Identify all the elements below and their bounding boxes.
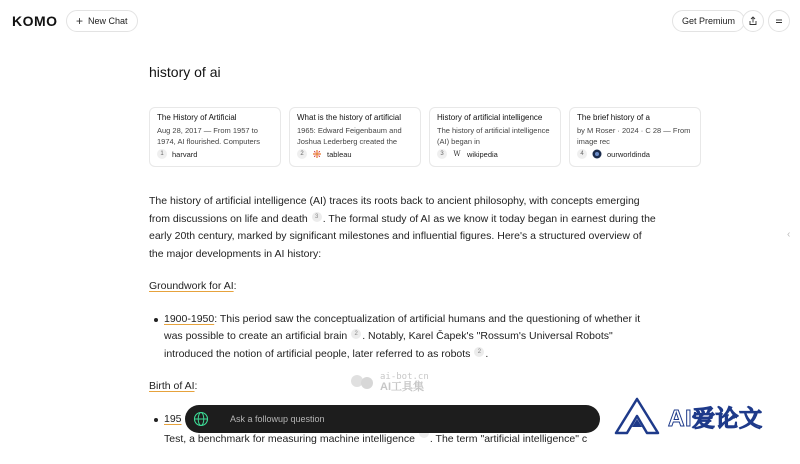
new-chat-label: New Chat <box>88 16 128 26</box>
source-card[interactable] <box>569 107 701 167</box>
source-snippet: 1965: Edward Feigenbaum and Joshua Lederberg created the <box>297 126 402 146</box>
new-chat-button[interactable] <box>66 10 138 32</box>
source-title: What is the history of artificial <box>297 113 402 122</box>
citation-badge[interactable]: 2 <box>474 347 484 357</box>
ourworldindata-logo-icon <box>592 149 602 159</box>
source-number: 2 <box>297 149 307 159</box>
brand-watermark-text: AI爱论文 <box>668 404 763 431</box>
section-heading: Birth of AI: <box>149 380 198 392</box>
source-site: harvard <box>172 149 198 159</box>
source-title: The History of Artificial <box>157 113 237 122</box>
list-item: 195 Test, a benchmark for measuring machine intelligence . The term "artificial intelligence" c <box>149 411 657 449</box>
section-heading: Groundwork for AI: <box>149 280 237 292</box>
site-watermark <box>348 372 429 392</box>
answer-intro: The history of artificial intelligence (AI) traces its roots back to ancient philosophy, with concepts emerging from discussions on life and death 3 . The formal study of AI as we know it today began in earnest during the early 20th century, marked by significant milestones and influential figures. Here's a structured overview of the major developments in AI history: <box>149 195 656 260</box>
citation-badge[interactable]: 3 <box>312 212 322 222</box>
followup-input[interactable] <box>230 414 560 424</box>
section-heading-text: Groundwork for AI <box>149 280 234 292</box>
source-footer <box>577 149 693 159</box>
source-snippet: by M Roser · 2024 · C 28 — From image rec <box>577 126 691 146</box>
watermark-url: ai-bot.cn <box>380 372 429 382</box>
source-card[interactable] <box>289 107 421 167</box>
source-snippet: Aug 28, 2017 — From 1957 to 1974, AI flourished. Computers <box>157 126 260 146</box>
list-item-term[interactable]: 195 <box>164 412 182 425</box>
query-title: history of ai <box>149 64 221 80</box>
source-site: wikipedia <box>467 149 498 159</box>
source-card[interactable] <box>149 107 281 167</box>
get-premium-button[interactable]: Get Premium <box>672 10 745 32</box>
source-snippet: The history of artificial intelligence (AI) began in <box>437 126 550 146</box>
source-number: 3 <box>437 149 447 159</box>
followup-bar <box>185 405 600 433</box>
share-button[interactable] <box>742 10 764 32</box>
source-number: 1 <box>157 149 167 159</box>
globe-icon[interactable] <box>192 410 210 428</box>
menu-icon <box>774 16 784 26</box>
source-footer <box>297 149 413 159</box>
brand-watermark <box>612 396 763 436</box>
share-icon <box>748 16 758 26</box>
source-site: tableau <box>327 149 352 159</box>
wikipedia-logo-icon: W <box>453 150 461 158</box>
list-item-term[interactable]: 1900-1950 <box>164 312 215 325</box>
brand-logo-icon <box>612 396 662 436</box>
citation-badge[interactable]: 2 <box>351 329 361 339</box>
chevron-left-icon[interactable]: ‹ <box>787 229 791 240</box>
tableau-logo-icon <box>312 149 322 159</box>
section-heading-text: Birth of AI <box>149 380 195 392</box>
plus-icon: + <box>76 14 84 28</box>
source-footer <box>157 149 273 159</box>
source-number: 4 <box>577 149 587 159</box>
source-site: ourworldinda <box>607 149 650 159</box>
source-card[interactable] <box>429 107 561 167</box>
menu-button[interactable] <box>768 10 790 32</box>
komo-logo[interactable]: KOMO <box>12 13 58 29</box>
source-title: History of artificial intelligence <box>437 113 543 122</box>
source-footer <box>437 149 553 159</box>
watermark-name: AI工具集 <box>380 381 424 393</box>
top-bar <box>0 0 800 42</box>
list-item: 1900-1950: This period saw the conceptualization of artificial humans and the questioning of whether it was possible to create an artificial brain 2 . Notably, Karel Čapek's "Rossum's Universal Robots" introduced the notion of artificial people, later referred to as robots 2 . <box>149 311 657 364</box>
sources-carousel <box>149 107 691 167</box>
source-title: The brief history of a <box>577 113 650 122</box>
watermark-logo-icon <box>348 372 376 392</box>
